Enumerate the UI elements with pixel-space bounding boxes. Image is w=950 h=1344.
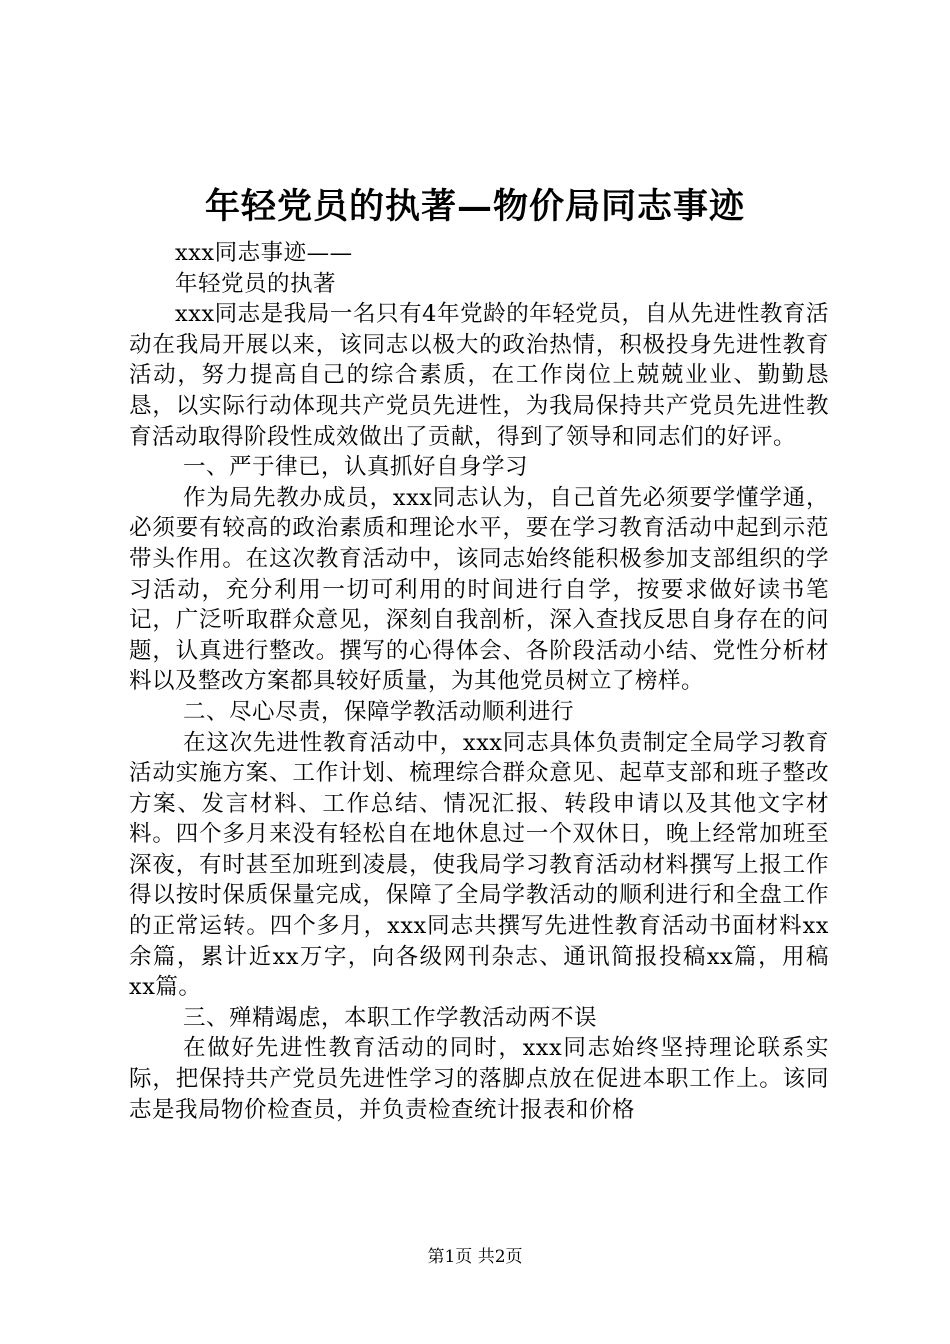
paragraph-section-1: 作为局先教办成员，xxx同志认为，自己首先必须要学懂学通，必须要有较高的政治素质和理论水平，要在学习教育活动中起到示范带头作用。在这次教育活动中，该同志始终能积极参加支部组织的学习活动，充分利用一切可利用的时间进行自学，按要求做好读书笔记，广泛听取群众意见，深刻自我剖析，深入查找反思自身存在的问题，认真进行整改。撰写的心得体会、各阶段活动小结、党性分析材料以及整改方案都具较好质量，为其他党员树立了榜样。 [129,484,829,695]
document-title: 年轻党员的执著—物价局同志事迹 [204,186,745,227]
section-heading-2: 二、尽心尽责，保障学教活动顺利进行 [183,698,575,725]
paragraph-section-3: 在做好先进性教育活动的同时，xxx同志始终坚持理论联系实际，把保持共产党员先进性学习的落脚点放在促进本职工作上。该同志是我局物价检查员，并负责检查统计报表和价格 [129,1035,829,1123]
paragraph-subtitle-line2: 年轻党员的执著 [175,270,337,297]
section-heading-3: 三、殚精竭虑，本职工作学教活动两不误 [183,1004,598,1031]
page-number-footer: 第1页 共2页 [427,1247,523,1267]
document-body [129,238,829,1125]
paragraph-intro: xxx同志是我局一名只有4年党龄的年轻党员，自从先进性教育活动在我局开展以来，该同志以极大的政治热情，积极投身先进性教育活动，努力提高自己的综合素质，在工作岗位上兢兢业业、勤勤恳恳，以实际行动体现共产党员先进性，为我局保持共产党员先进性教育活动取得阶段性成效做出了贡献，得到了领导和同志们的好评。 [129,301,829,450]
paragraph-subtitle-line1: xxx同志事迹—— [175,240,353,266]
paragraph-section-2: 在这次先进性教育活动中，xxx同志具体负责制定全局学习教育活动实施方案、工作计划、梳理综合群众意见、起草支部和班子整改方案、发言材料、工作总结、情况汇报、转段申请以及其他文字材料。四个多月来没有轻松自在地休息过一个双休日，晚上经常加班至深夜，有时甚至加班到凌晨，使我局学习教育活动材料撰写上报工作得以按时保质保量完成，保障了全局学教活动的顺利进行和全盘工作的正常运转。四个多月，xxx同志共撰写先进性教育活动书面材料xx余篇，累计近xx万字，向各级网刊杂志、通讯简报投稿xx篇，用稿xx篇。 [129,729,829,1001]
section-heading-1: 一、严于律已，认真抓好自身学习 [183,454,529,481]
